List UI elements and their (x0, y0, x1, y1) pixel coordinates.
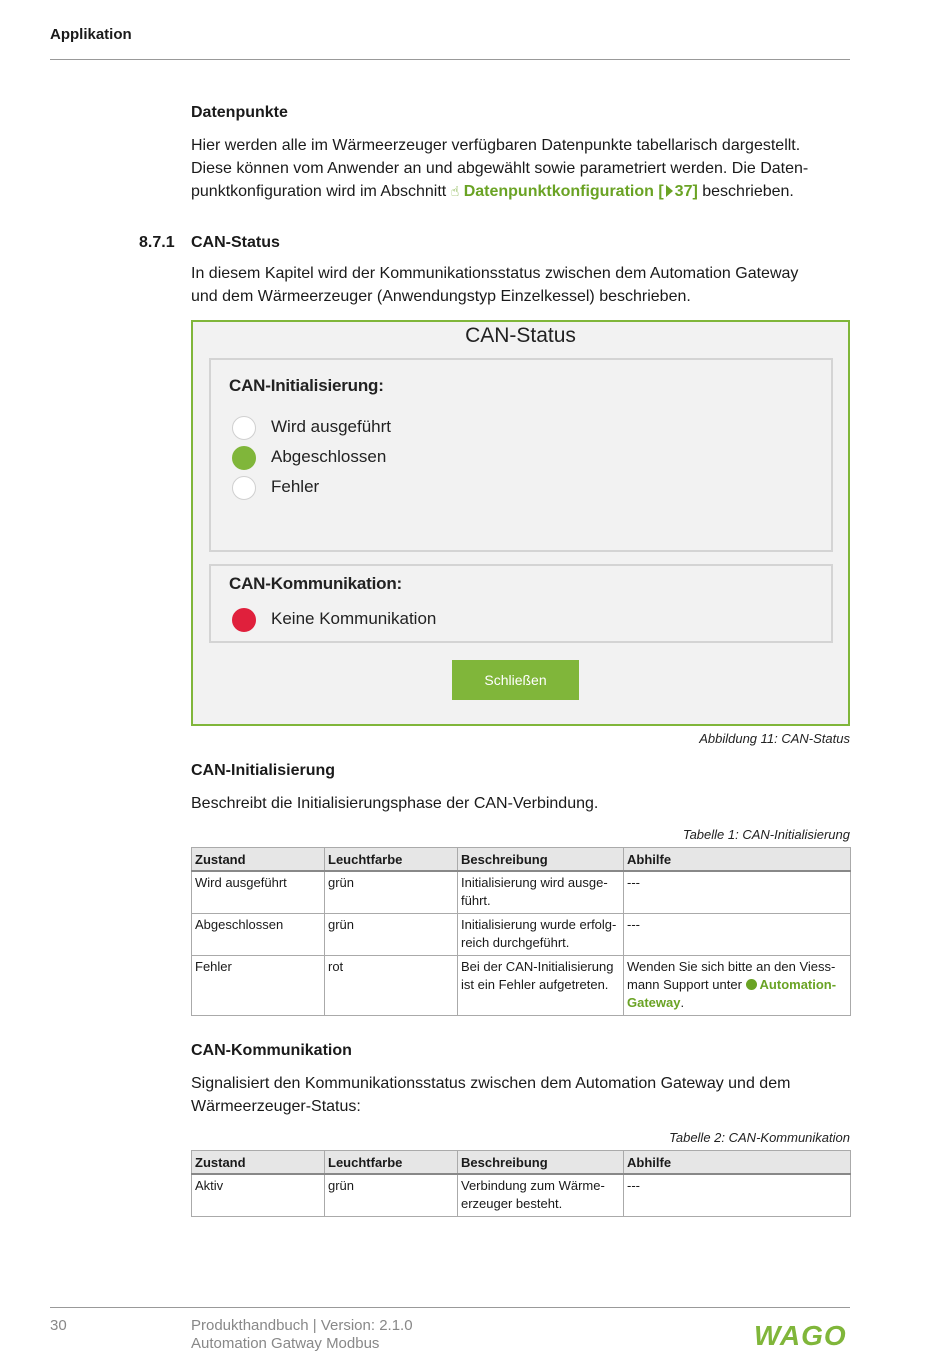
cell-zustand: Abgeschlossen (192, 913, 325, 955)
cell-farbe: grün (325, 871, 458, 913)
datenpunkte-line2: Diese können vom Anwender an und abgewählt sowie parametriert werden. Die Daten- (191, 160, 809, 177)
section-title: CAN-Status (191, 234, 280, 251)
cell-beschreibung (458, 955, 624, 1015)
can-init-table (191, 847, 851, 1016)
column-header: Beschreibung (458, 848, 624, 872)
cell-beschreibung (458, 871, 624, 913)
can-status-dialog (191, 320, 850, 726)
desc-line: führt. (461, 893, 491, 908)
status-led-green-icon (232, 446, 256, 470)
cell-abhilfe (624, 955, 851, 1015)
table-row (192, 871, 851, 913)
table1-caption: Tabelle 1: CAN-Initialisierung (682, 827, 850, 842)
section-paragraph (191, 262, 851, 308)
cell-abhilfe: --- (624, 871, 851, 913)
table-row (192, 913, 851, 955)
link-part: Gateway (627, 994, 681, 1010)
column-header: Zustand (192, 1151, 325, 1175)
datenpunkte-paragraph (191, 134, 851, 203)
column-header: Leuchtfarbe (325, 848, 458, 872)
status-label: Keine Kommunikation (271, 609, 437, 628)
footer-line2: Automation Gatway Modbus (191, 1335, 380, 1352)
status-led-off-icon (232, 416, 256, 440)
datenpunkte-heading: Datenpunkte (191, 104, 288, 121)
link-page: 37] (674, 183, 698, 200)
wago-logo (754, 1320, 850, 1355)
column-header: Abhilfe (624, 1151, 851, 1175)
status-label: Wird ausgeführt (271, 417, 391, 436)
can-comm-panel (209, 564, 833, 643)
footer-text (191, 1317, 413, 1353)
cell-abhilfe: --- (624, 913, 851, 955)
datenpunkte-line3-suffix: beschrieben. (702, 183, 794, 200)
column-header: Beschreibung (458, 1151, 624, 1175)
datenpunkte-line3-prefix: punktkonfiguration wird im Abschnitt (191, 183, 447, 200)
table-header-row (192, 848, 851, 872)
cell-farbe: rot (325, 955, 458, 1015)
running-header: Applikation (50, 26, 132, 43)
table-row (192, 1174, 851, 1216)
link-text: Datenpunktkonfiguration [ (463, 183, 664, 200)
wago-logo-icon (754, 1320, 850, 1350)
cell-zustand: Aktiv (192, 1174, 325, 1216)
status-led-off-icon (232, 476, 256, 500)
init-text: Beschreibt die Initialisierungsphase der CAN-Verbindung. (191, 795, 599, 812)
globe-icon (746, 979, 757, 990)
footer-line1: Produkthandbuch | Version: 2.1.0 (191, 1317, 413, 1334)
desc-line: Initialisierung wird ausge- (461, 875, 608, 890)
datenpunkte-line1: Hier werden alle im Wärmeerzeuger verfügbaren Datenpunkte tabellarisch dargestellt. (191, 137, 801, 154)
cell-zustand: Fehler (192, 955, 325, 1015)
comm-line2: Wärmeerzeuger-Status: (191, 1098, 361, 1115)
cell-beschreibung (458, 913, 624, 955)
column-header: Abhilfe (624, 848, 851, 872)
table2-caption: Tabelle 2: CAN-Kommunikation (669, 1130, 850, 1145)
figure-caption: Abbildung 11: CAN-Status (699, 731, 850, 746)
can-init-panel (209, 358, 833, 552)
comm-line1: Signalisiert den Kommunikationsstatus zwischen dem Automation Gateway und dem (191, 1075, 791, 1092)
desc-line: reich durchgeführt. (461, 934, 570, 950)
init-heading: CAN-Initialisierung (191, 762, 336, 779)
svg-text:WAGO: WAGO (754, 1320, 847, 1350)
can-comm-panel-title: CAN-Kommunikation: (229, 574, 402, 593)
status-label: Fehler (271, 477, 320, 496)
can-init-panel-title: CAN-Initialisierung: (229, 376, 384, 395)
cell-zustand: Wird ausgeführt (192, 871, 325, 913)
abhilfe-line: Wenden Sie sich bitte an den Viess- (627, 958, 836, 974)
desc-line: erzeuger besteht. (461, 1196, 563, 1211)
cell-farbe: grün (325, 913, 458, 955)
footer-rule (50, 1307, 850, 1308)
close-button[interactable]: Schließen (452, 660, 579, 700)
comm-paragraph (191, 1072, 851, 1118)
section-number: 8.7.1 (139, 234, 175, 251)
header-rule (50, 59, 850, 60)
table-header-row (192, 1151, 851, 1175)
page-number: 30 (50, 1317, 67, 1334)
section-line2: und dem Wärmeerzeuger (Anwendungstyp Einzelkessel) beschrieben. (191, 288, 691, 305)
cell-farbe: grün (325, 1174, 458, 1216)
abhilfe-end: . (680, 994, 685, 1010)
desc-line: ist ein Fehler aufgetreten. (461, 976, 609, 992)
desc-line: Initialisierung wurde erfolg- (461, 916, 617, 932)
desc-line: Bei der CAN-Initialisierung (461, 958, 614, 974)
abhilfe-line: mann Support unter (627, 976, 742, 992)
cell-beschreibung (458, 1174, 624, 1216)
page-arrow-icon (666, 185, 673, 197)
status-label: Abgeschlossen (271, 447, 387, 466)
section-line1: In diesem Kapitel wird der Kommunikationsstatus zwischen dem Automation Gateway (191, 265, 799, 282)
can-comm-table (191, 1150, 851, 1217)
column-header: Zustand (192, 848, 325, 872)
datenpunktkonfiguration-link[interactable] (464, 183, 698, 200)
desc-line: Verbindung zum Wärme- (461, 1178, 605, 1193)
table-row (192, 955, 851, 1015)
column-header: Leuchtfarbe (325, 1151, 458, 1175)
comm-heading: CAN-Kommunikation (191, 1042, 352, 1059)
link-part: Automation- (759, 976, 837, 992)
pointer-hand-icon: ☝ (450, 183, 460, 199)
status-led-red-icon (232, 608, 256, 632)
dialog-title: CAN-Status (465, 324, 576, 347)
cell-abhilfe: --- (624, 1174, 851, 1216)
